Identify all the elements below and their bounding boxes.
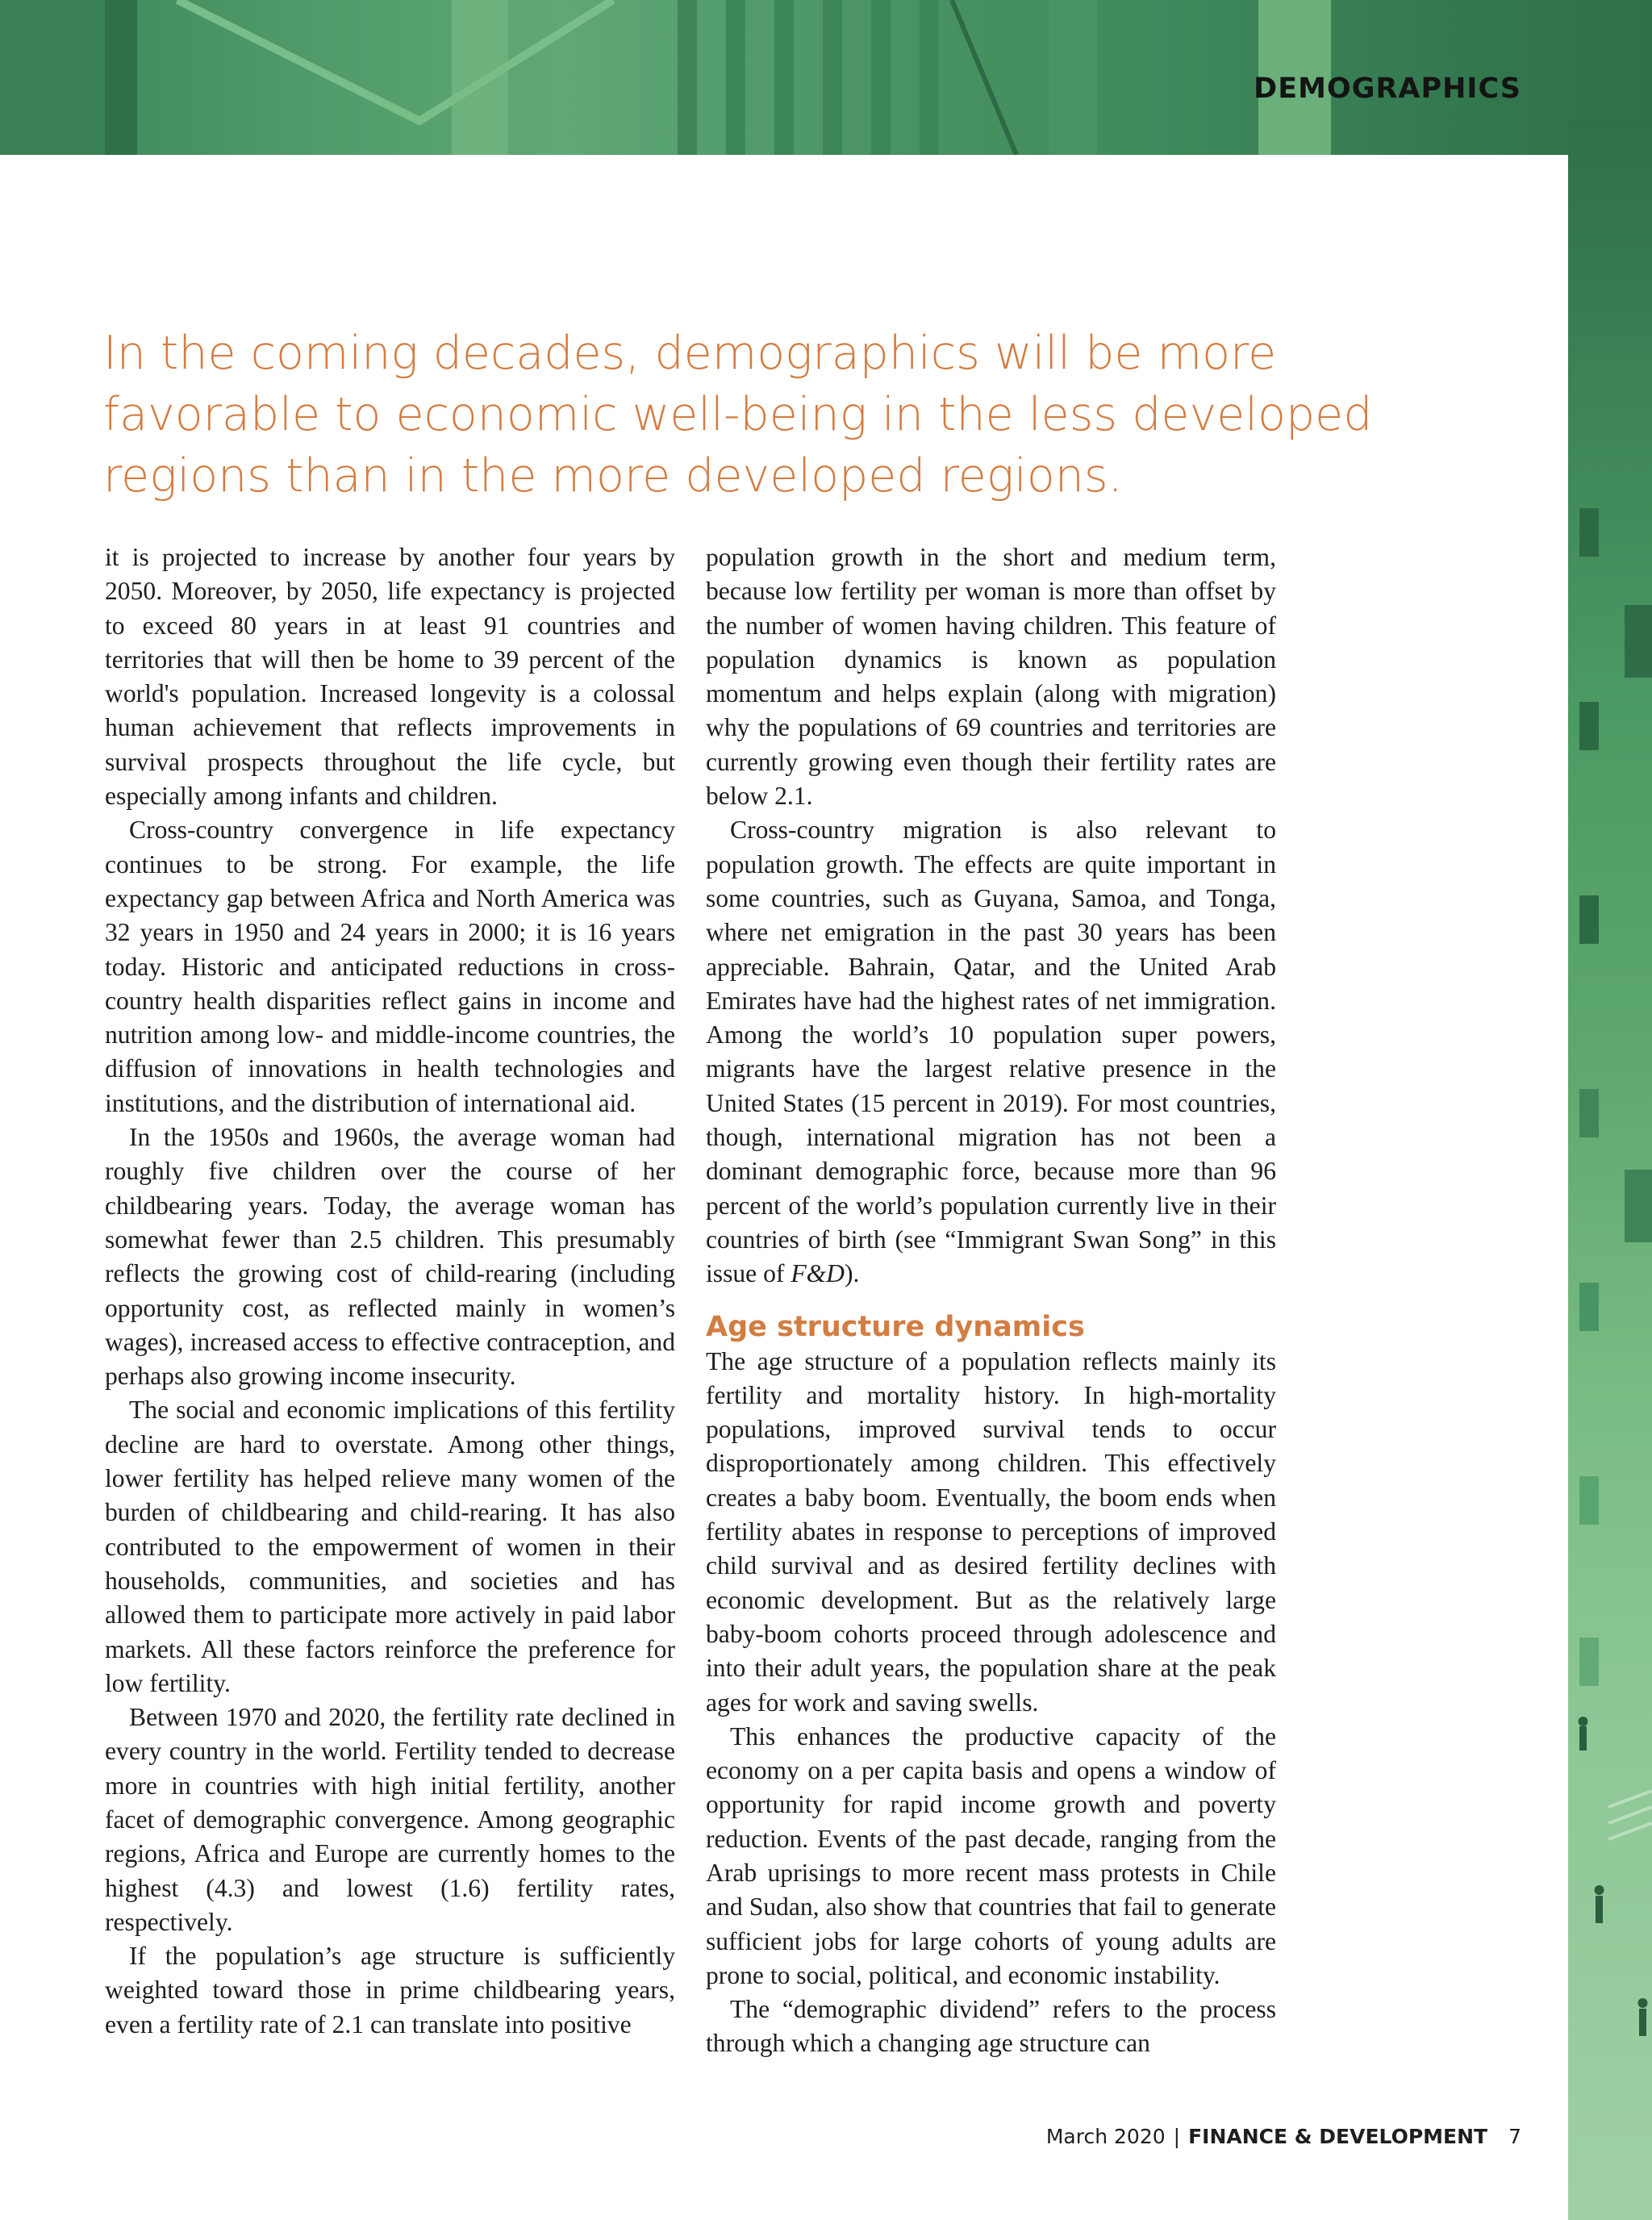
pull-quote: In the coming decades, demographics will be more favorable to economic well-being in the less developed regions than in the more developed regions. xyxy=(103,327,1373,503)
issue-date: March 2020 xyxy=(1045,2125,1166,2148)
section-label: DEMOGRAPHICS xyxy=(1254,73,1521,105)
paragraph: population growth in the short and medium term, because low fertility per woman is more than offset by the number of women having children. This feature of population dynamics is known as population momentum and helps explain (along with migration) why the populations of 69 countries and territories are currently growing even though their fertility rates are below 2.1. xyxy=(706,543,1276,811)
paragraph-migration xyxy=(706,813,1276,1291)
publication-abbrev: F&D xyxy=(791,1259,845,1288)
article-column-right xyxy=(706,540,1276,2061)
paragraph: it is projected to increase by another four years by 2050. Moreover, by 2050, life expectancy is projected to exceed 80 years in at least 91 countries and territories that will then be home to 39 percent of the world's population. Increased longevity is a colossal human achievement that reflects improvements in survival prospects throughout the life cycle, but especially among infants and children. xyxy=(105,543,675,811)
section-heading: Age structure dynamics xyxy=(706,1310,1085,1343)
publication-name: FINANCE & DEVELOPMENT xyxy=(1188,2125,1488,2148)
paragraph-text: Cross-country migration is also relevant to population growth. The effects are quite important in some countries, such as Guyana, Samoa, and Tonga, where net emigration in the past 30 years has been appreciable. Bahrain, Qatar, and the United Arab Emirates have had the highest rates of net immigration. Among the world’s 10 population super powers, migrants have the largest relative presence in the United States (15 percent in 2019). For most countries, though, international migration has not been a dominant demographic force, because more than 96 percent of the world’s population currently live in their countries of birth (see “Immigrant Swan Song” in this issue of xyxy=(706,816,1276,1288)
cover-illustration-side xyxy=(1568,121,1652,2220)
page-number: 7 xyxy=(1508,2125,1521,2148)
paragraph: In the 1950s and 1960s, the average woman had roughly five children over the course of her childbearing years. Today, the average woman has somewhat fewer than 2.5 children. This presumably reflects the growing cost of child-rearing (including opportunity cost, as reflected mainly in women’s wages), increased access to effective contraception, and perhaps also growing income insecurity. xyxy=(105,1123,675,1391)
pedestrian-figures xyxy=(1568,121,1652,2220)
paragraph: Between 1970 and 2020, the fertility rate declined in every country in the world. Fertility tended to decrease more in countries with high initial fertility, another facet of demographic convergence. Among geographic regions, Africa and Europe are currently homes to the highest (4.3) and lowest (1.6) fertility rates, respectively. xyxy=(105,1703,675,1936)
article-column-left xyxy=(105,540,675,2042)
footer-separator: | xyxy=(1173,2125,1181,2148)
page-footer xyxy=(1046,2125,1521,2148)
paragraph: The “demographic dividend” refers to the process through which a changing age structure can xyxy=(706,1995,1276,2058)
paragraph: The age structure of a population reflects mainly its fertility and mortality history. In high-mortality populations, improved survival tends to occur disproportionately among children. This effectively creates a baby boom. Eventually, the boom ends when fertility abates in response to perceptions of improved child survival and as desired fertility declines with economic development. But as the relatively large baby-boom cohorts proceed through adolescence and into their adult years, the population share at the peak ages for work and saving swells. xyxy=(706,1346,1276,1717)
paragraph: If the population’s age structure is sufficiently weighted toward those in prime childbearing years, even a fertility rate of 2.1 can translate into positive xyxy=(105,1942,675,2038)
paragraph: The social and economic implications of this fertility decline are hard to overstate. Among other things, lower fertility has helped relieve many women of the burden of childbearing and child-rearing. It has also contributed to the empowerment of women in their households, communities, and societies and has allowed them to participate more actively in paid labor markets. All these factors reinforce the preference for low fertility. xyxy=(105,1396,675,1697)
paragraph: This enhances the productive capacity of the economy on a per capita basis and opens a window of opportunity for rapid income growth and poverty reduction. Events of the past decade, ranging from the Arab uprisings to more recent mass protests in Chile and Sudan, also show that countries that fail to generate sufficient jobs for large cohorts of young adults are prone to social, political, and economic instability. xyxy=(706,1721,1276,1989)
paragraph: Cross-country convergence in life expectancy continues to be strong. For example, the life expectancy gap between Africa and North America was 32 years in 1950 and 24 years in 2000; it is 16 years today. Historic and anticipated reductions in cross-country health disparities reflect gains in income and nutrition among low- and middle-income countries, the diffusion of innovations in health technologies and institutions, and the distribution of international aid. xyxy=(105,816,675,1117)
paragraph-text-end: ). xyxy=(845,1259,860,1288)
